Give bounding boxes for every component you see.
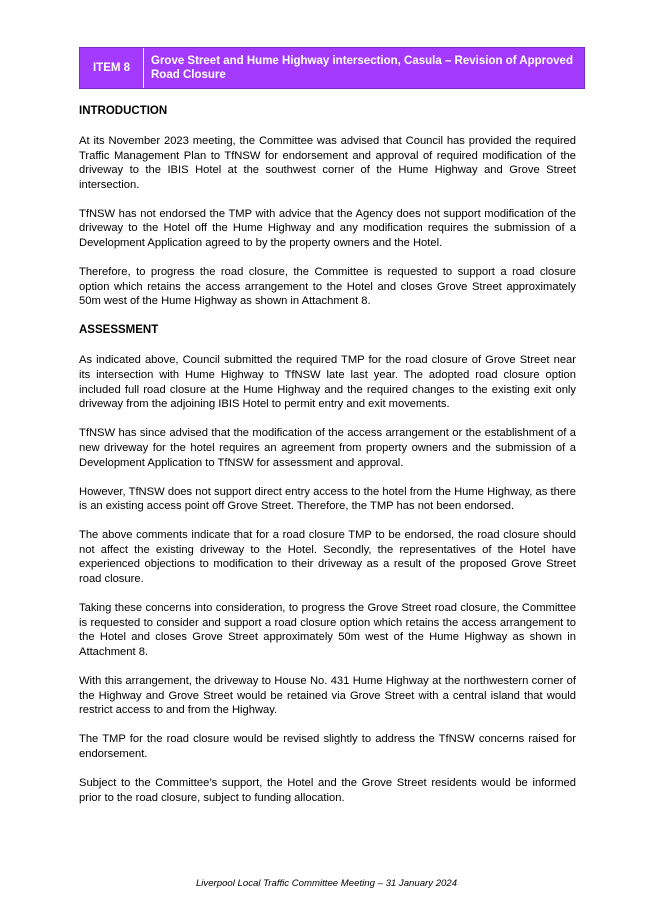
introduction-paragraph: At its November 2023 meeting, the Committee was advised that Council has provided the required Traffic Management Plan to TfNSW for endorsement and approval of required modification of the driveway to the IBIS Hotel at the southwest corner of the Hume Highway and Grove Street intersection. — [79, 135, 576, 191]
assessment-paragraph: With this arrangement, the driveway to House No. 431 Hume Highway at the northwestern corner of the Highway and Grove Street would be retained via Grove Street with a central island that would restrict access to and from the Highway. — [79, 675, 576, 717]
item-header-banner — [79, 47, 585, 89]
item-title: Grove Street and Hume Highway intersection, Casula – Revision of Approved Road Closure — [151, 55, 573, 81]
assessment-paragraph: Subject to the Committee’s support, the Hotel and the Grove Street residents would be informed prior to the road closure, subject to funding allocation. — [79, 777, 576, 804]
introduction-paragraph: TfNSW has not endorsed the TMP with advice that the Agency does not support modification of the driveway to the Hotel off the Hume Highway and any modification requires the submission of a Development Application agreed to by the property owners and the Hotel. — [79, 207, 576, 250]
page-footer: Liverpool Local Traffic Committee Meeting – 31 January 2024 — [195, 878, 458, 889]
assessment-paragraph: Taking these concerns into consideration, to progress the Grove Street road closure, the Committee is requested to consider and support a road closure option which retains the access arrangement to the Hotel and closes Grove Street approximately 50m west of the Hume Highway as shown in Attachment 8. — [79, 602, 576, 658]
assessment-paragraph: As indicated above, Council submitted the required TMP for the road closure of Grove Street near its intersection with Hume Highway to TfNSW late last year. The adopted road closure option included full road closure at the Hume Highway and the required changes to the existing exit only driveway from the adjoining IBIS Hotel to permit entry and exit movements. — [79, 354, 576, 411]
assessment-paragraph: TfNSW has since advised that the modification of the access arrangement or the establishment of a new driveway for the hotel requires an agreement from property owners and the submission of a Development Application to TfNSW for assessment and approval. — [79, 427, 576, 469]
assessment-paragraph: However, TfNSW does not support direct entry access to the hotel from the Hume Highway, as there is an existing access point off Grove Street. Therefore, the TMP has not been endorsed. — [79, 485, 576, 513]
assessment-paragraph: The above comments indicate that for a road closure TMP to be endorsed, the road closure should not affect the existing driveway to the Hotel. Secondly, the representatives of the Hotel have experienced objections to modification to their driveway as a result of the proposed Grove Street road closure. — [79, 529, 576, 586]
introduction-paragraph: Therefore, to progress the road closure, the Committee is requested to support a road closure option which retains the access arrangement to the Hotel and closes Grove Street approximately 50m west of the Hume Highway as shown in Attachment 8. — [79, 266, 576, 308]
assessment-paragraph: The TMP for the road closure would be revised slightly to address the TfNSW concerns raised for endorsement. — [79, 733, 576, 760]
item-number-label: ITEM 8 — [80, 48, 144, 88]
assessment-heading: ASSESSMENT — [79, 324, 159, 337]
introduction-heading: INTRODUCTION — [79, 105, 168, 117]
document-body — [79, 104, 576, 820]
